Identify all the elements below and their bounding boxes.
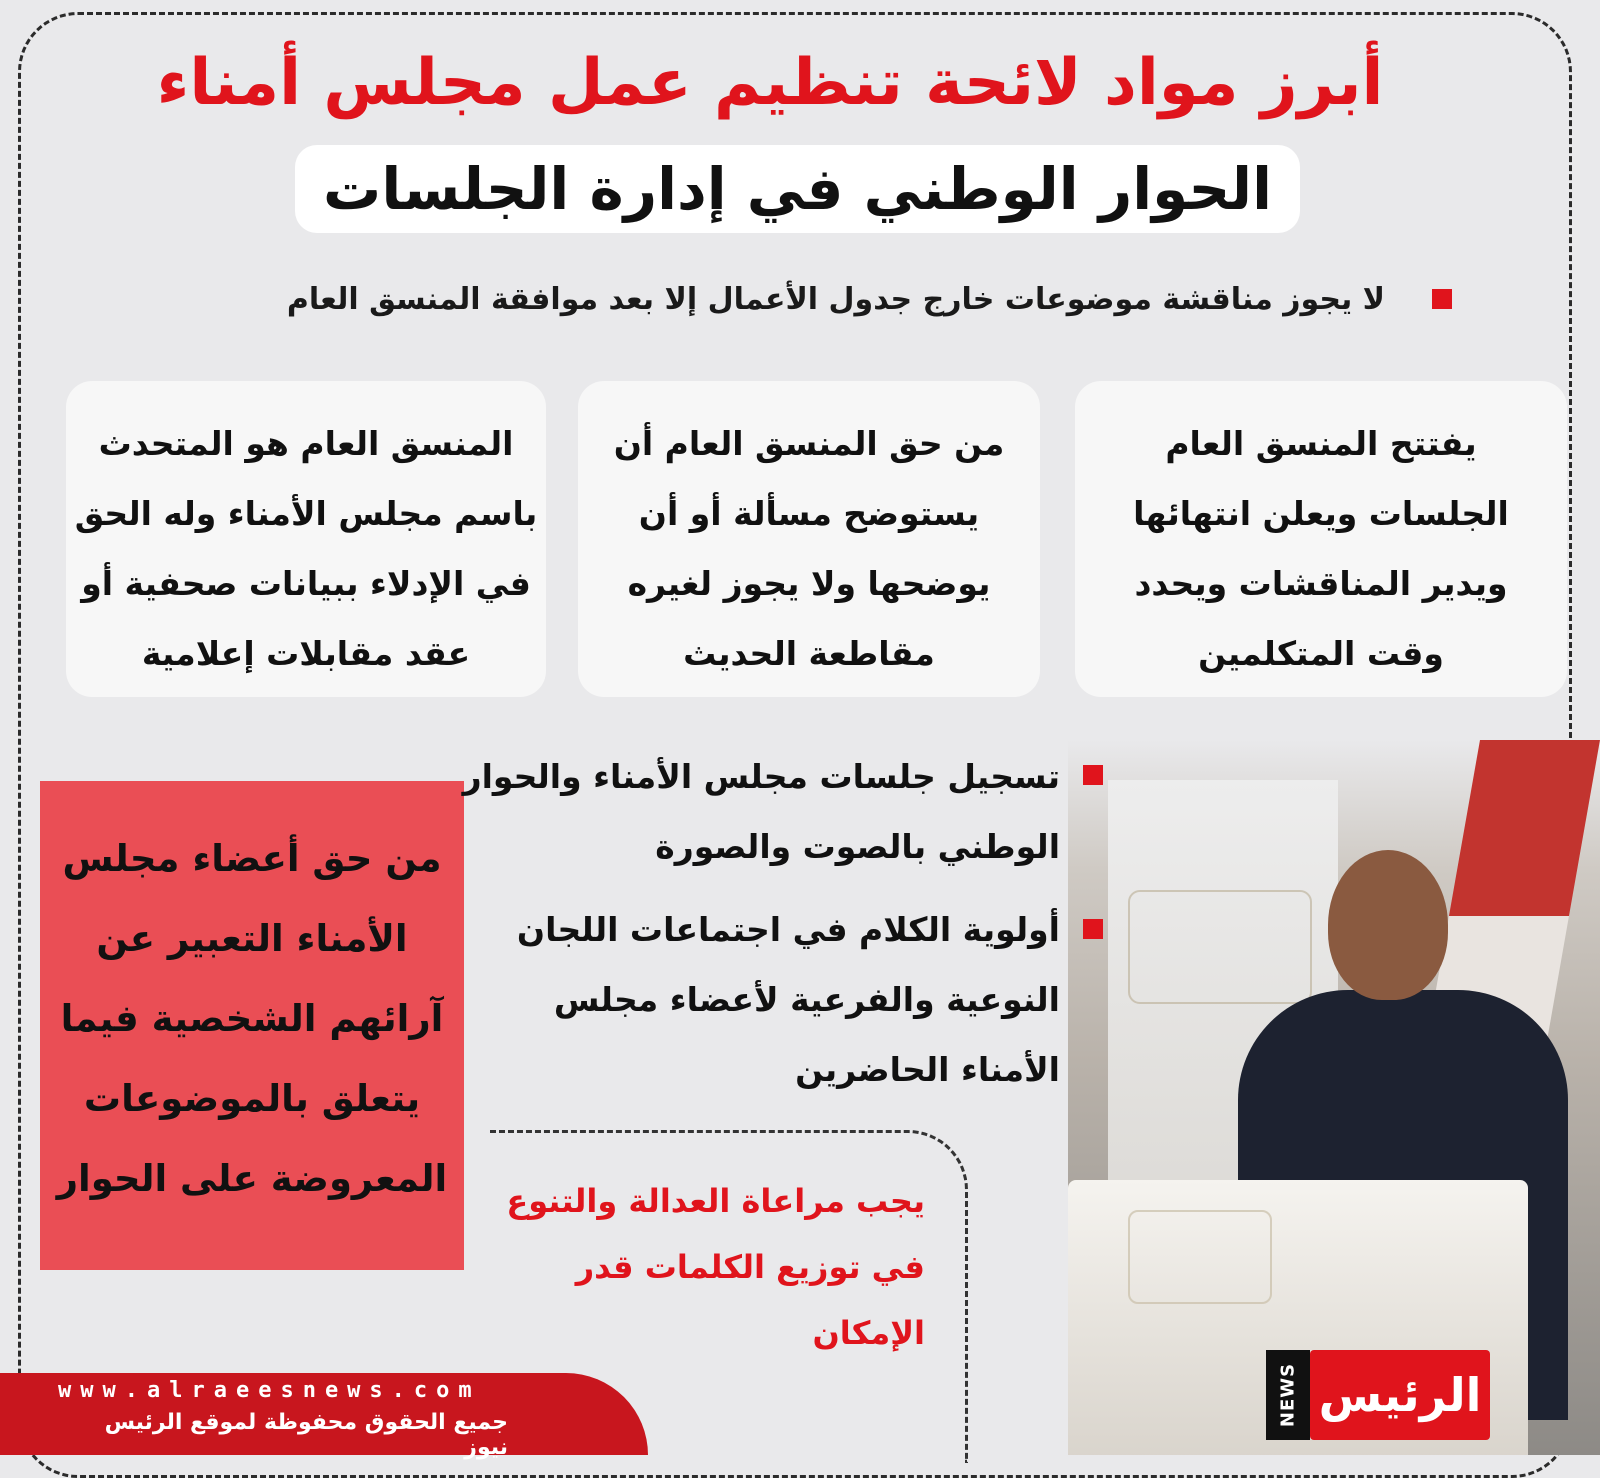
- card-line: من حق المنسق العام أن: [613, 424, 1005, 463]
- bullet-square-icon: [1083, 765, 1103, 785]
- fairness-note: [480, 1168, 925, 1366]
- card-line: المنسق العام هو المتحدث: [98, 424, 514, 463]
- card-line: يفتتح المنسق العام: [1165, 424, 1477, 463]
- list-item-priority: [460, 895, 1060, 1105]
- logo-news-text: NEWS: [1277, 1362, 1299, 1428]
- note-line: الإمكان: [812, 1314, 925, 1352]
- list-line: أولوية الكلام في اجتماعات اللجان: [516, 910, 1060, 949]
- speaker-photo: [1068, 740, 1600, 1455]
- red-box-line: من حق أعضاء مجلس: [62, 837, 442, 880]
- card-line: الجلسات ويعلن انتهائها: [1133, 494, 1509, 533]
- logo-news-tag: [1266, 1350, 1310, 1440]
- note-line: في توزيع الكلمات قدر: [575, 1248, 925, 1286]
- footer-url[interactable]: www.alraeesnews.com: [58, 1378, 481, 1403]
- card-line: عقد مقابلات إعلامية: [141, 634, 471, 673]
- card-clarification-right: [578, 381, 1040, 697]
- site-logo: الرئيس: [1310, 1350, 1490, 1440]
- card-line: يوضحها ولا يجوز لغيره: [627, 564, 991, 603]
- red-box-line: آرائهم الشخصية فيما: [60, 997, 444, 1040]
- list-line: الوطني بالصوت والصورة: [655, 827, 1060, 866]
- footer-rights: جميع الحقوق محفوظة لموقع الرئيس نيوز: [104, 1410, 508, 1460]
- card-spokesperson: [66, 381, 546, 697]
- card-line: وقت المتكلمين: [1198, 634, 1444, 673]
- members-rights-box: [40, 781, 464, 1270]
- page-title: أبرز مواد لائحة تنظيم عمل مجلس أمناء: [156, 46, 1384, 120]
- bullet-square-icon: [1083, 919, 1103, 939]
- red-box-line: الأمناء التعبير عن: [96, 917, 408, 960]
- red-box-line: المعروضة على الحوار: [56, 1157, 448, 1200]
- list-line: تسجيل جلسات مجلس الأمناء والحوار: [462, 757, 1060, 796]
- card-line: ويدير المناقشات ويحدد: [1134, 564, 1508, 603]
- note-line: يجب مراعاة العدالة والتنوع: [506, 1182, 925, 1220]
- card-line: باسم مجلس الأمناء وله الحق: [74, 494, 538, 533]
- top-bullet-text: لا يجوز مناقشة موضوعات خارج جدول الأعمال إلا بعد موافقة المنسق العام: [286, 282, 1385, 317]
- list-line: النوعية والفرعية لأعضاء مجلس: [553, 980, 1060, 1019]
- banner-logo-icon: [1128, 890, 1312, 1004]
- card-opening-sessions: [1075, 381, 1567, 697]
- red-box-line: يتعلق بالموضوعات: [83, 1077, 421, 1120]
- card-line: يستوضح مسألة أو أن: [638, 494, 980, 533]
- card-line: في الإدلاء ببيانات صحفية أو: [81, 564, 531, 603]
- bullet-square-icon: [1432, 289, 1452, 309]
- card-line: مقاطعة الحديث: [683, 634, 935, 673]
- page-subtitle: الحوار الوطني في إدارة الجلسات: [295, 145, 1300, 233]
- podium-logo-icon: [1128, 1210, 1272, 1304]
- speaker-head: [1328, 850, 1448, 1000]
- list-line: الأمناء الحاضرين: [795, 1050, 1060, 1089]
- list-item-recording: [460, 742, 1060, 882]
